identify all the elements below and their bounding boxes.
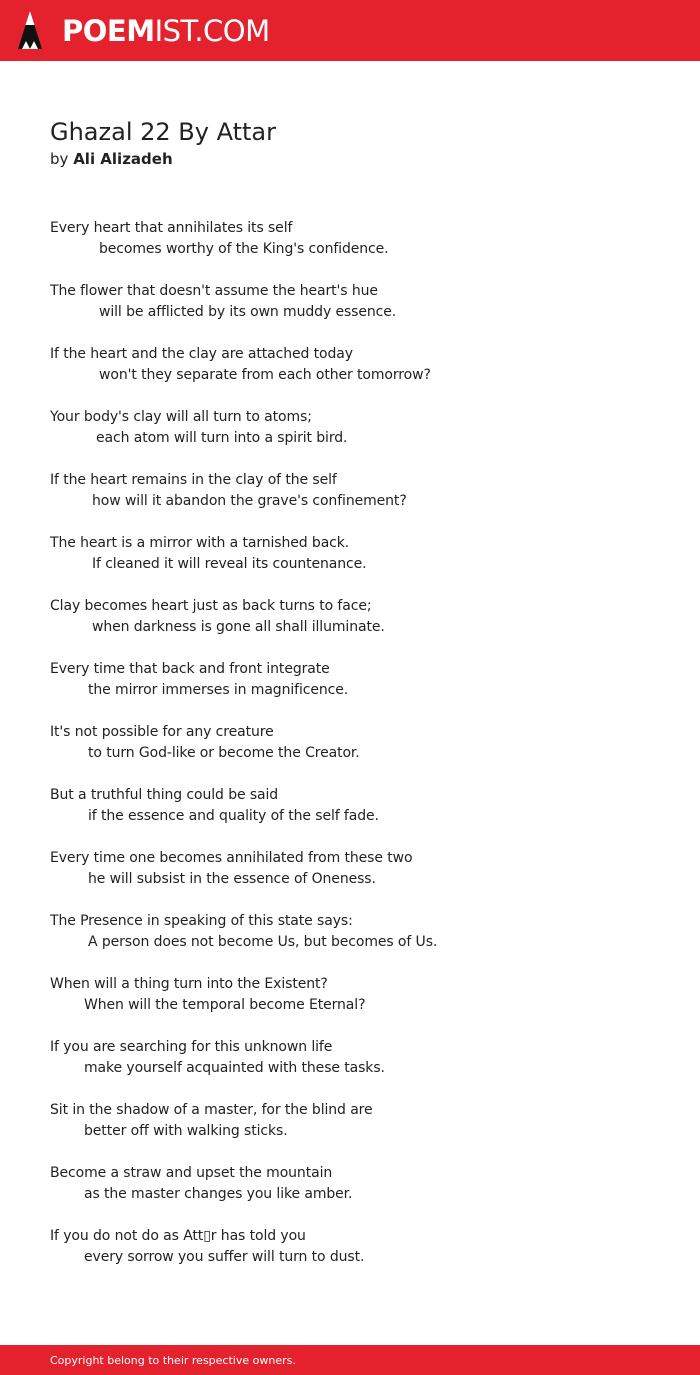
stanza xyxy=(50,407,670,470)
stanza xyxy=(50,533,670,596)
poem-body xyxy=(50,218,670,1289)
byline xyxy=(50,148,173,170)
poem-line: When will a thing turn into the Existent? xyxy=(50,976,328,992)
poem-line: The Presence in speaking of this state says: xyxy=(50,913,353,929)
site-header xyxy=(0,0,700,61)
poem-line: If you do not do as Att▯r has told you xyxy=(50,1228,306,1244)
site-footer xyxy=(0,1345,700,1375)
pencil-logo-icon[interactable] xyxy=(17,9,43,53)
stanza xyxy=(50,1100,670,1163)
poem-line-indented: how will it abandon the grave's confinement? xyxy=(92,493,407,509)
logo-light-text: IST.COM xyxy=(154,14,270,48)
poem-line-indented: If cleaned it will reveal its countenance. xyxy=(92,556,367,572)
stanza xyxy=(50,596,670,659)
poem-line-indented: when darkness is gone all shall illuminate. xyxy=(92,619,385,635)
stanza xyxy=(50,974,670,1037)
stanza xyxy=(50,470,670,533)
stanza xyxy=(50,659,670,722)
poem-line: But a truthful thing could be said xyxy=(50,787,279,803)
logo-bold-text: POEM xyxy=(62,14,155,48)
stanza xyxy=(50,1226,670,1289)
poem-line: If the heart and the clay are attached today xyxy=(50,346,353,362)
poem-line-indented: better off with walking sticks. xyxy=(84,1123,288,1139)
copyright-text: Copyright belong to their respective owners. xyxy=(50,1354,296,1367)
stanza xyxy=(50,785,670,848)
poem-line: Become a straw and upset the mountain xyxy=(50,1165,333,1181)
stanza xyxy=(50,218,670,281)
stanza xyxy=(50,911,670,974)
poem-line-indented: When will the temporal become Eternal? xyxy=(84,997,366,1013)
poem-line-indented: A person does not become Us, but becomes of Us. xyxy=(88,934,438,950)
poem-line: The flower that doesn't assume the heart's hue xyxy=(50,283,378,299)
poem-line-indented: the mirror immerses in magnificence. xyxy=(88,682,349,698)
poem-line: Every time one becomes annihilated from these two xyxy=(50,850,413,866)
stanza xyxy=(50,722,670,785)
poem-line: The heart is a mirror with a tarnished back. xyxy=(50,535,350,551)
poem-line: It's not possible for any creature xyxy=(50,724,274,740)
poem-line-indented: becomes worthy of the King's confidence. xyxy=(99,241,389,257)
poem-line: Every time that back and front integrate xyxy=(50,661,330,677)
stanza xyxy=(50,344,670,407)
poem-line: Sit in the shadow of a master, for the blind are xyxy=(50,1102,373,1118)
stanza xyxy=(50,1163,670,1226)
poem-line: If the heart remains in the clay of the self xyxy=(50,472,337,488)
poem-line-indented: make yourself acquainted with these tasks. xyxy=(84,1060,385,1076)
poem-line-indented: to turn God-like or become the Creator. xyxy=(88,745,360,761)
poem-line-indented: won't they separate from each other tomorrow? xyxy=(99,367,431,383)
author-name[interactable]: Ali Alizadeh xyxy=(73,150,173,168)
poem-line-indented: every sorrow you suffer will turn to dust. xyxy=(84,1249,365,1265)
poem-line: Every heart that annihilates its self xyxy=(50,220,293,236)
poem-line: If you are searching for this unknown life xyxy=(50,1039,333,1055)
stanza xyxy=(50,281,670,344)
stanza xyxy=(50,848,670,911)
site-logo[interactable] xyxy=(62,11,270,51)
byline-prefix: by xyxy=(50,150,69,168)
poem-line-indented: will be afflicted by its own muddy essence. xyxy=(99,304,397,320)
poem-line-indented: he will subsist in the essence of Oneness. xyxy=(88,871,376,887)
poem-line-indented: as the master changes you like amber. xyxy=(84,1186,353,1202)
poem-line: Your body's clay will all turn to atoms; xyxy=(50,409,312,425)
poem-line-indented: if the essence and quality of the self fade. xyxy=(88,808,379,824)
poem-line-indented: each atom will turn into a spirit bird. xyxy=(96,430,348,446)
poem-line: Clay becomes heart just as back turns to face; xyxy=(50,598,372,614)
poem-title: Ghazal 22 By Attar xyxy=(50,118,276,146)
stanza xyxy=(50,1037,670,1100)
